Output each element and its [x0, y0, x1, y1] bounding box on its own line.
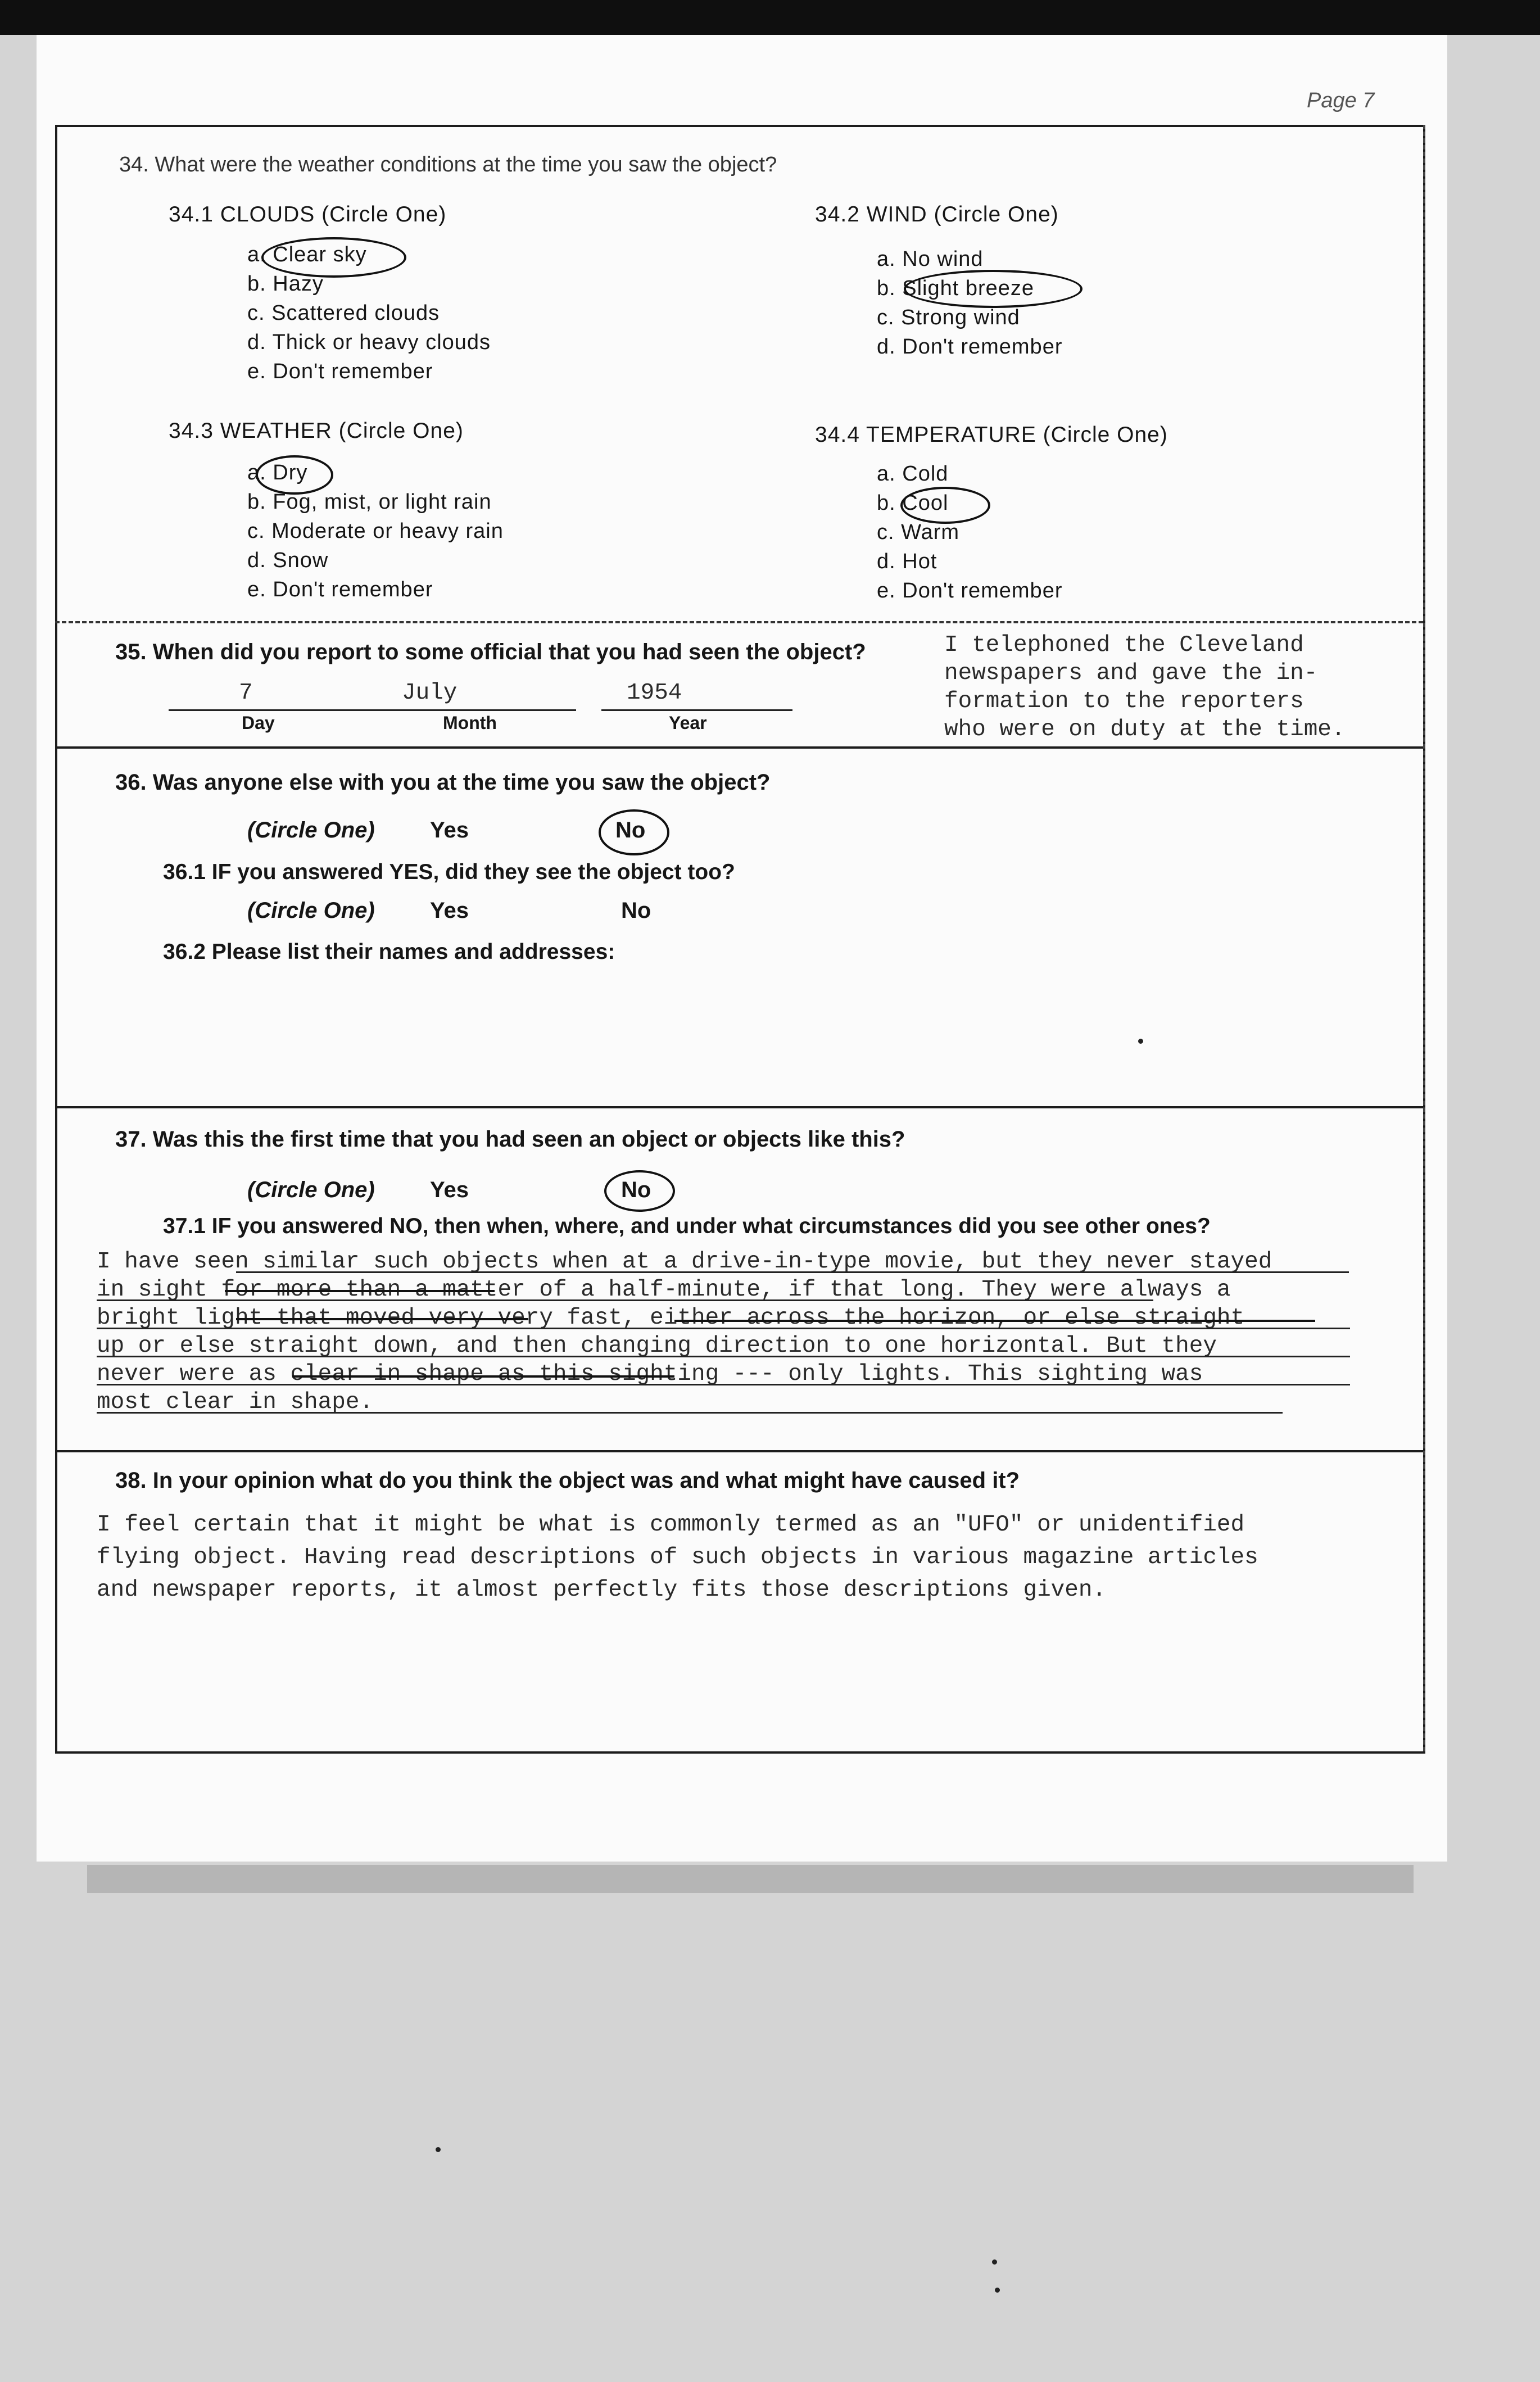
- q35-year-value[interactable]: 1954: [627, 680, 682, 706]
- page-shadow: [87, 1865, 1414, 1893]
- q35-month-value[interactable]: July: [402, 680, 458, 706]
- option-item[interactable]: d. Thick or heavy clouds: [247, 330, 491, 354]
- option-item[interactable]: c. Moderate or heavy rain: [247, 519, 504, 543]
- q34-wind-label: 34.2 WIND (Circle One): [815, 202, 1059, 227]
- selection-circle-temperature: [900, 487, 990, 524]
- divider: [55, 621, 1423, 623]
- selection-circle-q37: [604, 1170, 675, 1212]
- scan-speck: [1138, 1039, 1143, 1044]
- ruled-line: [236, 1271, 1349, 1273]
- q37-circle-one: (Circle One): [247, 1178, 375, 1202]
- scan-top-band: [0, 0, 1540, 35]
- divider: [55, 746, 1423, 749]
- q34-temperature-label: 34.4 TEMPERATURE (Circle One): [815, 423, 1168, 447]
- strikethrough: [292, 1375, 674, 1378]
- option-item[interactable]: a. Clear sky: [247, 243, 367, 266]
- selection-circle-q36: [599, 809, 669, 855]
- month-underline: [360, 709, 576, 711]
- option-item[interactable]: d. Snow: [247, 549, 329, 572]
- option-item[interactable]: e. Don't remember: [877, 579, 1063, 603]
- q36-sub1: 36.1 IF you answered YES, did they see the object too?: [163, 860, 735, 884]
- q35-day-value[interactable]: 7: [239, 680, 253, 706]
- option-item[interactable]: b. Fog, mist, or light rain: [247, 490, 492, 514]
- q36-no-option[interactable]: No: [615, 818, 646, 843]
- strikethrough: [225, 1290, 495, 1292]
- option-item[interactable]: a. Cold: [877, 462, 949, 486]
- answer-line: never were as clear in shape as this sighting --- only lights. This sighting was: [97, 1361, 1203, 1387]
- q37-sub1: 37.1 IF you answered NO, then when, where, and under what circumstances did you see other ones?: [163, 1214, 1211, 1238]
- q36-sub2: 36.2 Please list their names and addresses:: [163, 940, 615, 964]
- form-right-dash: [1423, 125, 1425, 1751]
- ruled-line: [97, 1412, 1283, 1414]
- option-item[interactable]: a. No wind: [877, 247, 984, 271]
- q35-year-label: Year: [669, 713, 707, 733]
- q35-day-label: Day: [242, 713, 275, 733]
- answer-line: I have seen similar such objects when at a drive-in-type movie, but they never stayed: [97, 1249, 1272, 1275]
- ruled-line: [97, 1328, 1350, 1329]
- option-item[interactable]: b. Hazy: [247, 272, 324, 296]
- answer-line: flying object. Having read descriptions of such objects in various magazine articles: [97, 1545, 1258, 1570]
- option-item[interactable]: e. Don't remember: [247, 360, 433, 383]
- q34-weather-label: 34.3 WEATHER (Circle One): [169, 419, 464, 443]
- divider: [55, 1106, 1423, 1108]
- ruled-line: [97, 1299, 1153, 1301]
- option-item[interactable]: c. Strong wind: [877, 306, 1020, 329]
- day-underline: [169, 709, 360, 711]
- note-line: I telephoned the Cleveland: [944, 632, 1304, 658]
- q38-question: 38. In your opinion what do you think the object was and what might have caused it?: [115, 1468, 1020, 1493]
- q37-no-option[interactable]: No: [621, 1178, 651, 1202]
- answer-line: I feel certain that it might be what is commonly termed as an "UFO" or unidentified: [97, 1512, 1245, 1538]
- ruled-line: [97, 1356, 1350, 1357]
- option-item[interactable]: a. Dry: [247, 461, 308, 484]
- q37-question: 37. Was this the first time that you had seen an object or objects like this?: [115, 1127, 905, 1152]
- scan-speck: [992, 2259, 997, 2265]
- selection-circle-clouds: [261, 237, 406, 278]
- page-number: Page 7: [1307, 89, 1375, 112]
- ruled-line: [97, 1384, 1350, 1385]
- selection-circle-wind: [904, 270, 1082, 308]
- q36-sub1-no-option[interactable]: No: [621, 898, 651, 923]
- q34-question: 34. What were the weather conditions at the time you saw the object?: [119, 153, 777, 176]
- q34-clouds-label: 34.1 CLOUDS (Circle One): [169, 202, 447, 227]
- q36-question: 36. Was anyone else with you at the time you saw the object?: [115, 770, 771, 795]
- note-line: formation to the reporters: [944, 689, 1304, 714]
- q36-circle-one: (Circle One): [247, 818, 375, 843]
- option-item[interactable]: c. Warm: [877, 520, 960, 544]
- answer-line: most clear in shape.: [97, 1389, 374, 1415]
- year-underline: [601, 709, 792, 711]
- answer-line: bright light that moved very very fast, either across the horizon, or else straight: [97, 1305, 1245, 1331]
- strikethrough: [236, 1318, 528, 1320]
- scan-speck: [436, 2147, 441, 2152]
- selection-circle-weather: [256, 455, 333, 495]
- answer-line: in sight for more than a matter of a half-minute, if that long. They were always a: [97, 1277, 1231, 1303]
- answer-line: and newspaper reports, it almost perfectly fits those descriptions given.: [97, 1577, 1107, 1603]
- option-item[interactable]: e. Don't remember: [247, 578, 433, 601]
- option-item[interactable]: d. Hot: [877, 550, 937, 573]
- option-item[interactable]: c. Scattered clouds: [247, 301, 440, 325]
- option-item[interactable]: d. Don't remember: [877, 335, 1063, 359]
- note-line: newspapers and gave the in-: [944, 660, 1318, 686]
- option-item[interactable]: b. Slight breeze: [877, 277, 1035, 300]
- strikethrough: [674, 1320, 1315, 1322]
- q35-month-label: Month: [443, 713, 497, 733]
- note-line: who were on duty at the time.: [944, 717, 1346, 742]
- q37-yes-option[interactable]: Yes: [430, 1178, 469, 1202]
- q36-sub1-circle-one: (Circle One): [247, 898, 375, 923]
- q36-yes-option[interactable]: Yes: [430, 818, 469, 843]
- answer-line: up or else straight down, and then changing direction to one horizontal. But they: [97, 1333, 1217, 1359]
- scan-speck: [995, 2288, 1000, 2293]
- q36-sub1-yes-option[interactable]: Yes: [430, 898, 469, 923]
- q35-question: 35. When did you report to some official that you had seen the object?: [115, 640, 866, 664]
- divider: [55, 1450, 1423, 1452]
- option-item[interactable]: b. Cool: [877, 491, 949, 515]
